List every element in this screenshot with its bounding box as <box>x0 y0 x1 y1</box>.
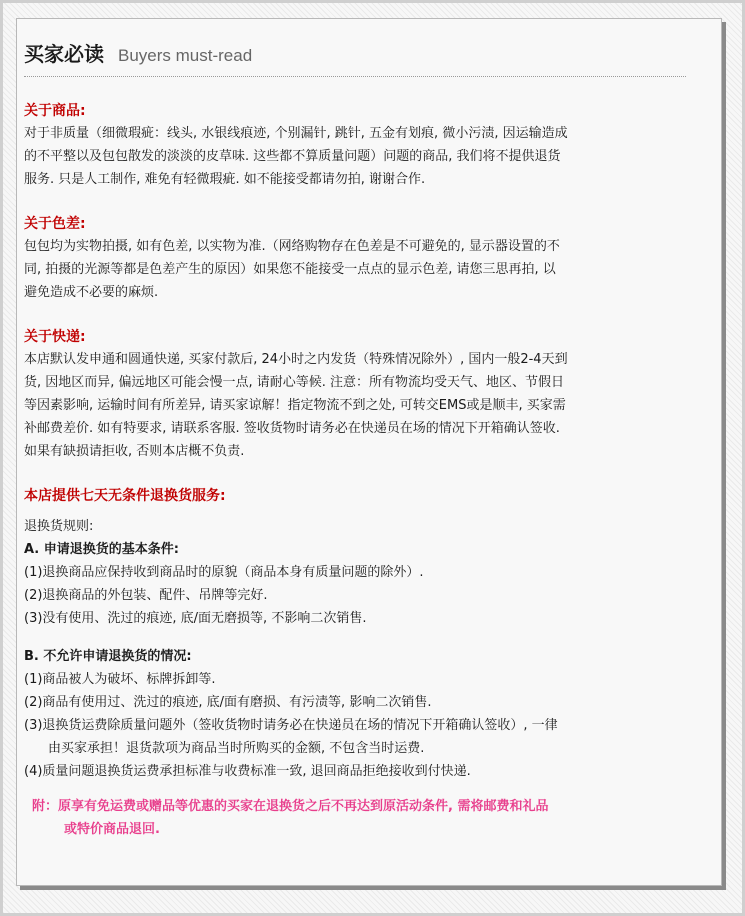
section-title: 关于快递: <box>24 329 86 345</box>
section-color <box>24 213 688 304</box>
paragraph-line: 如果有缺损请拒收, 否则本店概不负责. <box>24 444 245 459</box>
page-subtitle: Buyers must-read <box>118 46 253 65</box>
paragraph-line: 货, 因地区而异, 偏远地区可能会慢一点, 请耐心等候. 注意：所有物流均受天气、地区、节假日 <box>24 375 565 390</box>
section-title: 关于商品: <box>24 103 86 119</box>
exclusions-title: B. 不允许申请退换货的情况: <box>24 649 192 664</box>
conditions-title: A. 申请退换货的基本条件: <box>24 542 179 557</box>
page-title: 买家必读 <box>24 42 104 66</box>
paragraph-line: 补邮费差价. 如有特要求, 请联系客服. 签收货物时请务必在快递员在场的情况下开箱确认签收. <box>24 421 560 436</box>
exclusion-item-continued: 由买家承担！退货款项为商品当时所购买的金额, 不包含当时运费. <box>48 741 425 756</box>
section-product <box>24 100 688 191</box>
paragraph-line: 避免造成不必要的麻烦. <box>24 285 159 300</box>
condition-item: (2)退换商品的外包装、配件、吊牌等完好. <box>24 588 268 603</box>
header-divider <box>24 76 686 77</box>
section-returns <box>24 485 688 783</box>
section-title: 本店提供七天无条件退换货服务: <box>24 488 226 504</box>
footnote <box>24 795 688 841</box>
exclusion-item: (2)商品有使用过、洗过的痕迹, 底/面有磨损、有污渍等, 影响二次销售. <box>24 695 432 710</box>
condition-item: (3)没有使用、洗过的痕迹, 底/面无磨损等, 不影响二次销售. <box>24 611 367 626</box>
paragraph-line: 的不平整以及包包散发的淡淡的皮草味. 这些都不算质量问题）问题的商品, 我们将不提供退货 <box>24 149 561 164</box>
exclusion-item: (3)退换货运费除质量问题外（签收货物时请务必在快递员在场的情况下开箱确认签收）, 一律 <box>24 718 558 733</box>
paragraph-line: 本店默认发申通和圆通快递, 买家付款后, 24小时之内发货（特殊情况除外）, 国内一般2-4天到 <box>24 352 568 367</box>
paragraph-line: 同, 拍摄的光源等都是色差产生的原因）如果您不能接受一点点的显示色差, 请您三思再拍, 以 <box>24 262 556 277</box>
condition-item: (1)退换商品应保持收到商品时的原貌（商品本身有质量问题的除外）. <box>24 565 424 580</box>
exclusion-item: (4)质量问题退换货运费承担标准与收费标准一致, 退回商品拒绝接收到付快递. <box>24 764 471 779</box>
paragraph-line: 等因素影响, 运输时间有所差异, 请买家谅解！指定物流不到之处, 可转交EMS或是顺丰, 买家需 <box>24 398 566 413</box>
exclusion-item: (1)商品被人为破坏、标牌拆卸等. <box>24 672 216 687</box>
footnote-line: 附：原享有免运费或赠品等优惠的买家在退换货之后不再达到原活动条件, 需将邮费和礼品 <box>32 799 549 814</box>
rules-label: 退换货规则: <box>24 519 94 534</box>
paragraph-line: 服务. 只是人工制作, 难免有轻微瑕疵. 如不能接受都请勿拍, 谢谢合作. <box>24 172 426 187</box>
section-title: 关于色差: <box>24 216 86 232</box>
paragraph-line: 对于非质量（细微瑕疵：线头, 水银线痕迹, 个别漏针, 跳针, 五金有划痕, 微小污渍, 因运输造成 <box>24 126 568 141</box>
section-shipping <box>24 326 688 463</box>
paragraph-line: 包包均为实物拍摄, 如有色差, 以实物为准.（网络购物存在色差是不可避免的, 显示器设置的不 <box>24 239 560 254</box>
notice-body <box>24 100 688 841</box>
footnote-line: 或特价商品退回. <box>64 822 160 837</box>
page-header <box>24 38 252 70</box>
